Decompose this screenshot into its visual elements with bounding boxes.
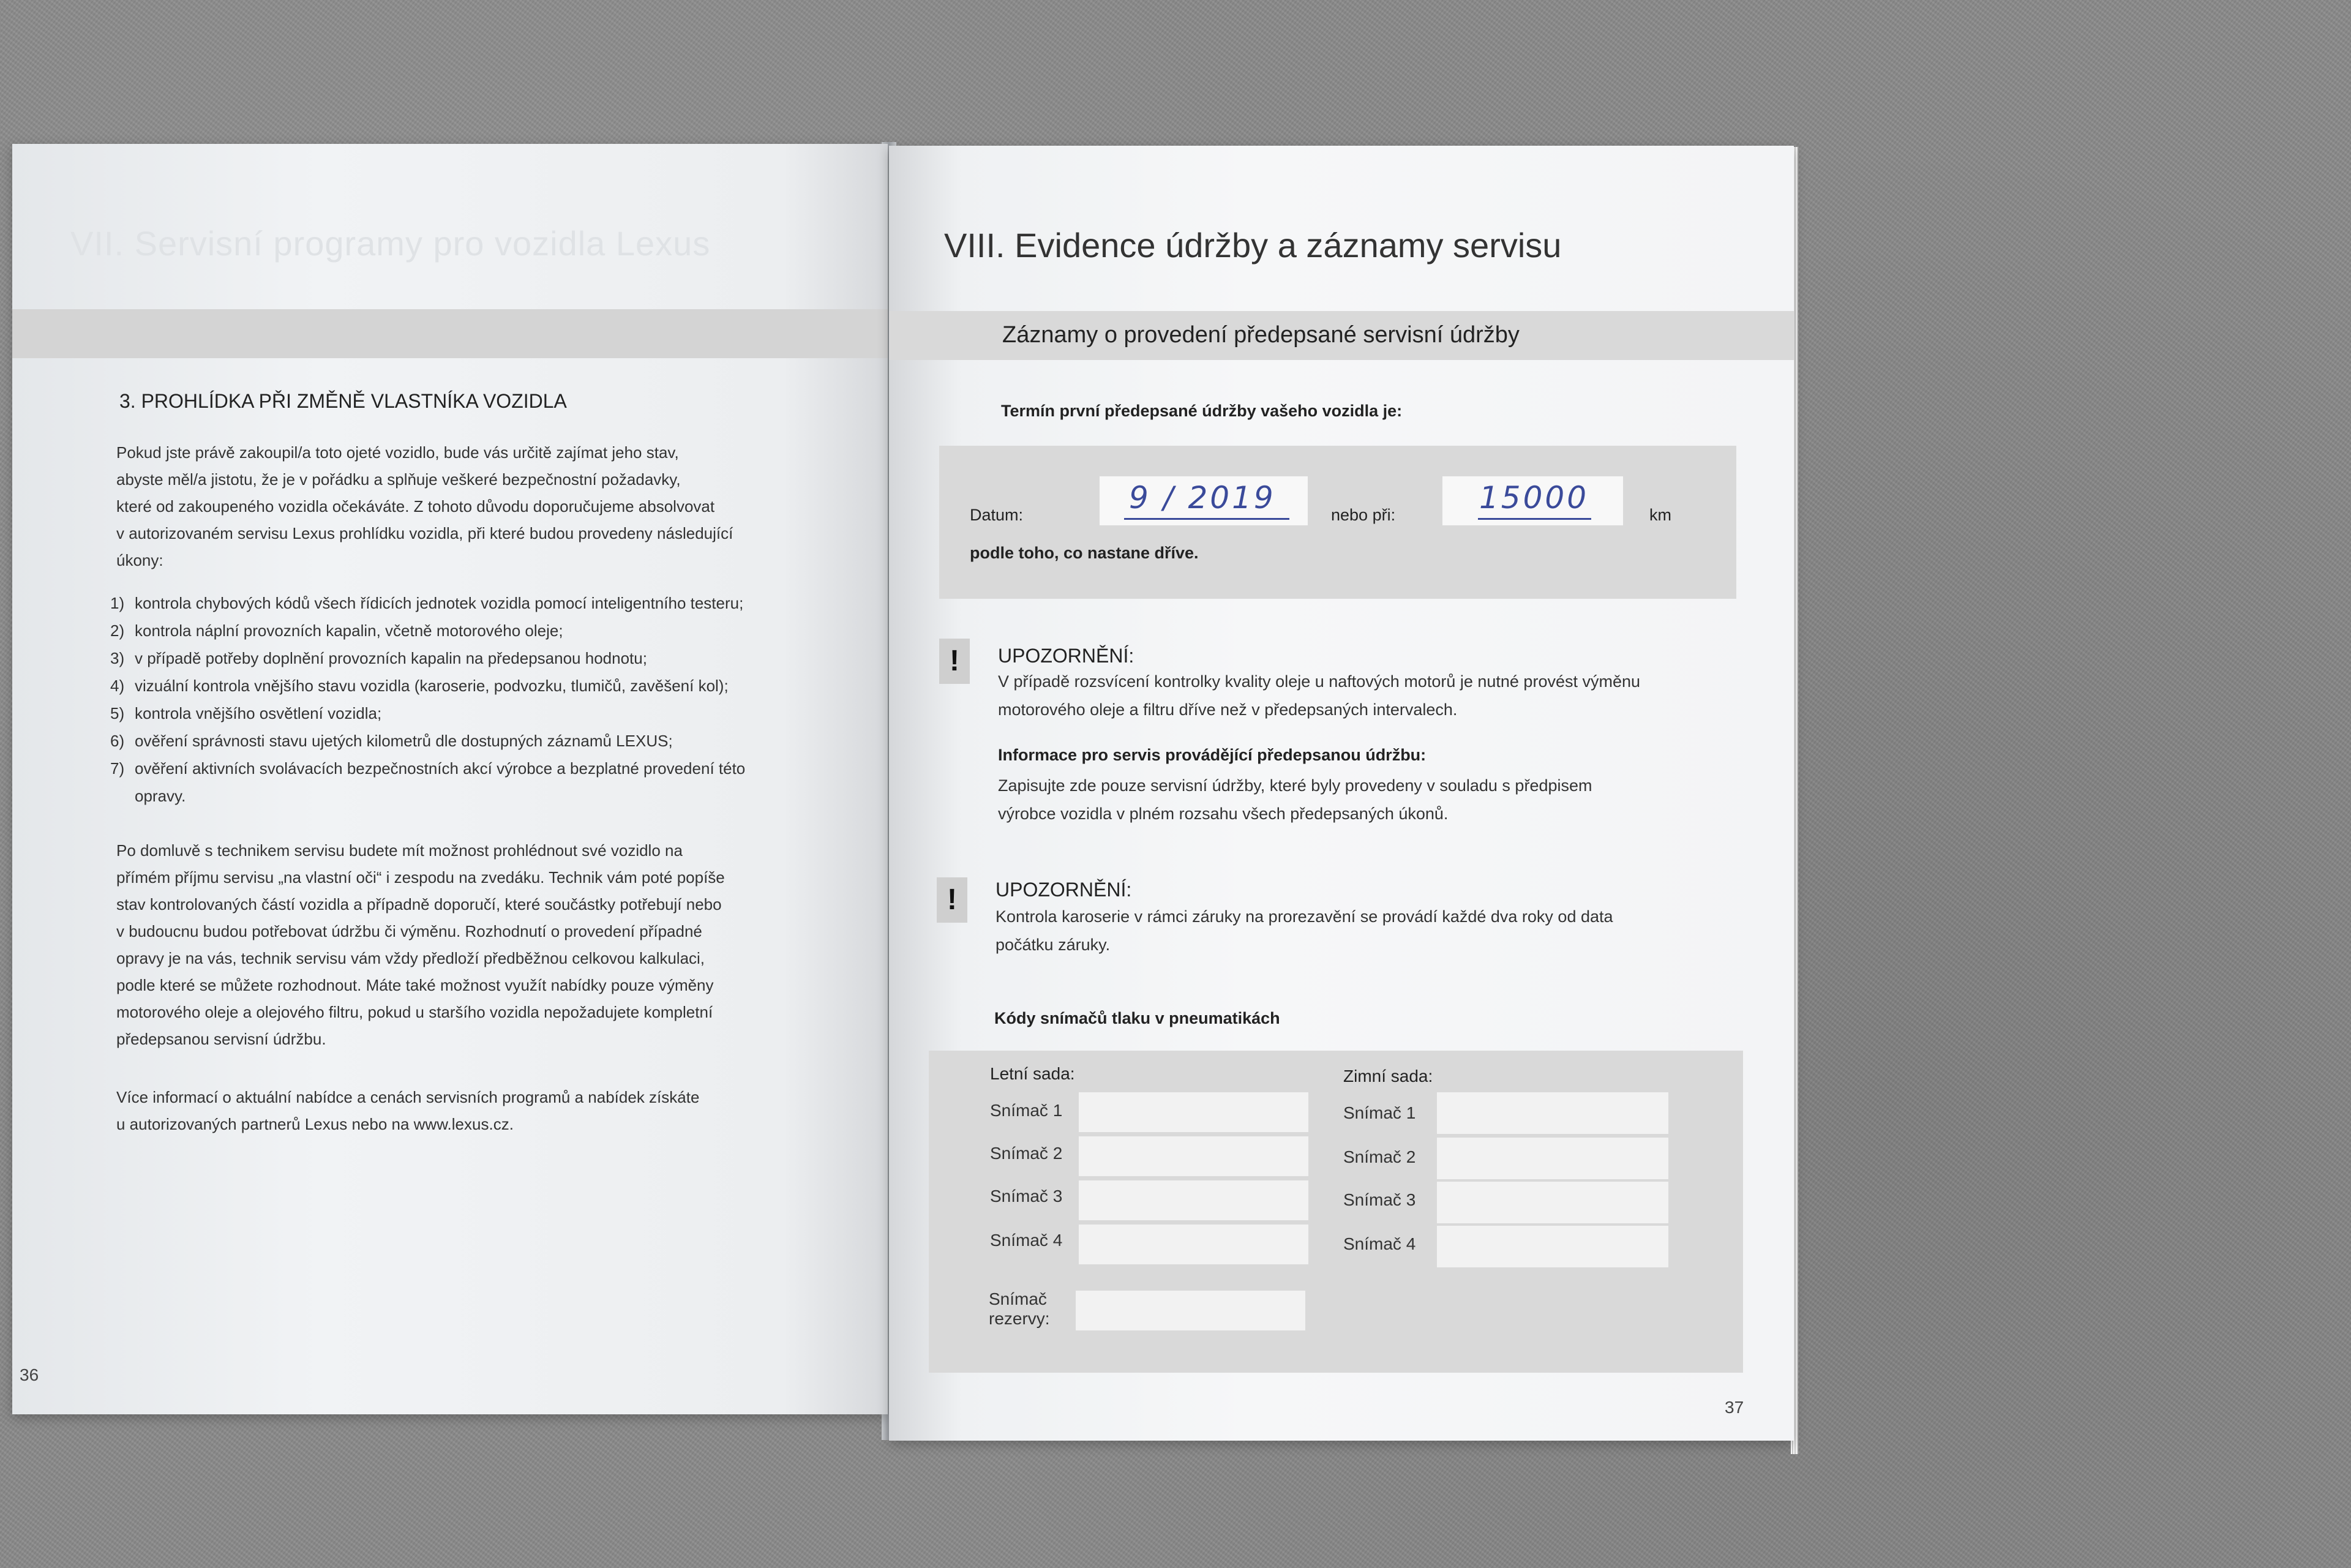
summer-sensor-label: Snímač 1: [990, 1101, 1063, 1120]
summer-sensor-label: Snímač 4: [990, 1231, 1063, 1250]
whichever-note: podle toho, co nastane dříve.: [970, 544, 1199, 562]
warning-text: V případě rozsvícení kontrolky kvality oleje u naftových motorů je nutné provést výměnu motorového oleje a filtru dříve než v předepsaných intervalech.: [998, 672, 1641, 719]
first-service-label: Termín první předepsané údržby vašeho vozidla je:: [1001, 402, 1403, 420]
warning-text: Kontrola karoserie v rámci záruky na prorezavění se provádí každé dva roky od data počátku záruky.: [996, 907, 1613, 954]
km-handwritten: 15000: [1479, 480, 1589, 516]
warning-icon: !: [939, 639, 970, 684]
list-item: opravy.: [135, 787, 186, 805]
list-item: 7) ověření aktivních svolávacích bezpečnostních akcí výrobce a bezplatné provedení této: [110, 759, 746, 778]
km-field[interactable]: [1442, 476, 1623, 525]
header-band: [889, 311, 1794, 360]
spare-sensor-field[interactable]: [1076, 1291, 1305, 1330]
or-label: nebo při:: [1331, 506, 1396, 524]
winter-sensor-2-field[interactable]: [1437, 1138, 1668, 1179]
date-handwritten: 9 / 2019: [1129, 480, 1276, 516]
winter-sensor-label: Snímač 2: [1343, 1147, 1416, 1166]
service-info-text: Zapisujte zde pouze servisní údržby, které byly provedeny v souladu s předpisem výrobce vozidla v plném rozsahu všech předepsaných úkonů.: [998, 776, 1592, 823]
list-item: 6) ověření správnosti stavu ujetých kilometrů dle dostupných záznamů LEXUS;: [110, 732, 673, 750]
more-info-paragraph: Více informací o aktuální nabídce a cenách servisních programů a nabídek získáte u autorizovaných partnerů Lexus nebo na www.lexus.cz.: [116, 1088, 700, 1133]
warning-title: UPOZORNĚNÍ:: [998, 645, 1134, 667]
service-info-title: Informace pro servis provádějící předepsanou údržbu:: [998, 746, 1427, 764]
technician-paragraph: Po domluvě s technikem servisu budete mít možnost prohlédnout své vozidlo na přímém příjmu servisu „na vlastní oči“ i zespodu na zvedáku. Technik vám poté popíše stav kontrolovaných částí vozidla a případně doporučí, které součástky potřebují nebo v budoucnu budou potřebovat údržbu či výměnu. Rozhodnutí o provedení případné opravy je na vás, technik servisu vám vždy předloží předběžnou celkovou kalkulaci, podle které se můžete rozhodnout. Máte také možnost využít nabídky pouze výměny motorového oleje a olejového filtru, pokud u staršího vozidla nepožadujete kompletní předepsanou servisní údržbu.: [116, 841, 725, 1048]
tire-sensors-box: [929, 1051, 1743, 1373]
warning-icon: !: [937, 877, 967, 923]
date-field[interactable]: [1100, 476, 1308, 525]
tire-sensors-title: Kódy snímačů tlaku v pneumatikách: [994, 1009, 1280, 1027]
left-page: [12, 144, 888, 1414]
km-unit: km: [1649, 506, 1671, 524]
page-title: VIII. Evidence údržby a záznamy servisu: [944, 226, 1562, 264]
km-underline: [1478, 518, 1591, 520]
ghost-title: VII. Servisní programy pro vozidla Lexus: [70, 224, 711, 263]
summer-sensor-1-field[interactable]: [1079, 1092, 1308, 1132]
winter-sensor-label: Snímač 1: [1343, 1103, 1416, 1122]
winter-sensor-3-field[interactable]: [1437, 1182, 1668, 1223]
right-page: [889, 146, 1794, 1441]
list-item: 2) kontrola náplní provozních kapalin, včetně motorového oleje;: [110, 621, 563, 640]
winter-sensor-label: Snímač 4: [1343, 1234, 1416, 1253]
list-item: 5) kontrola vnějšího osvětlení vozidla;: [110, 704, 382, 722]
summer-sensor-2-field[interactable]: [1079, 1136, 1308, 1176]
spare-sensor-label: Snímač rezervy:: [989, 1289, 1050, 1328]
inspection-list: [110, 590, 814, 810]
page-number: 37: [1725, 1398, 1744, 1417]
list-item: 3) v případě potřeby doplnění provozních kapalin na předepsanou hodnotu;: [110, 649, 647, 667]
page-number: 36: [20, 1365, 39, 1384]
winter-sensor-4-field[interactable]: [1437, 1226, 1668, 1267]
date-label: Datum:: [970, 506, 1024, 524]
summer-set-label: Letní sada:: [990, 1064, 1075, 1083]
winter-sensor-1-field[interactable]: [1437, 1092, 1668, 1134]
winter-sensor-label: Snímač 3: [1343, 1190, 1416, 1209]
summer-sensor-label: Snímač 3: [990, 1187, 1063, 1206]
list-item: 1) kontrola chybových kódů všech řídicích jednotek vozidla pomocí inteligentního testeru;: [110, 594, 744, 612]
summer-sensor-label: Snímač 2: [990, 1144, 1063, 1163]
warning-title: UPOZORNĚNÍ:: [996, 879, 1132, 901]
intro-paragraph: Pokud jste právě zakoupil/a toto ojeté vozidlo, bude vás určitě zajímat jeho stav, abyste měl/a jistotu, že je v pořádku a splňuje veškeré bezpečnostní požadavky, které od zakoupeného vozidla očekáváte. Z tohoto důvodu doporučujeme absolvovat v autorizovaném servisu Lexus prohlídku vozidla, při které budou provedeny následující úkony:: [116, 443, 733, 569]
section-heading: 3. PROHLÍDKA PŘI ZMĚNĚ VLASTNÍKA VOZIDLA: [119, 390, 567, 412]
date-underline: [1124, 518, 1289, 520]
winter-set-label: Zimní sada:: [1343, 1067, 1433, 1086]
list-item: 4) vizuální kontrola vnějšího stavu vozidla (karoserie, podvozku, tlumičů, zavěšení kol);: [110, 677, 729, 695]
header-band: [12, 309, 888, 358]
first-service-box: [939, 446, 1736, 599]
summer-sensor-3-field[interactable]: [1079, 1180, 1308, 1220]
summer-sensor-4-field[interactable]: [1079, 1225, 1308, 1264]
band-title: Záznamy o provedení předepsané servisní údržby: [1002, 322, 1520, 348]
